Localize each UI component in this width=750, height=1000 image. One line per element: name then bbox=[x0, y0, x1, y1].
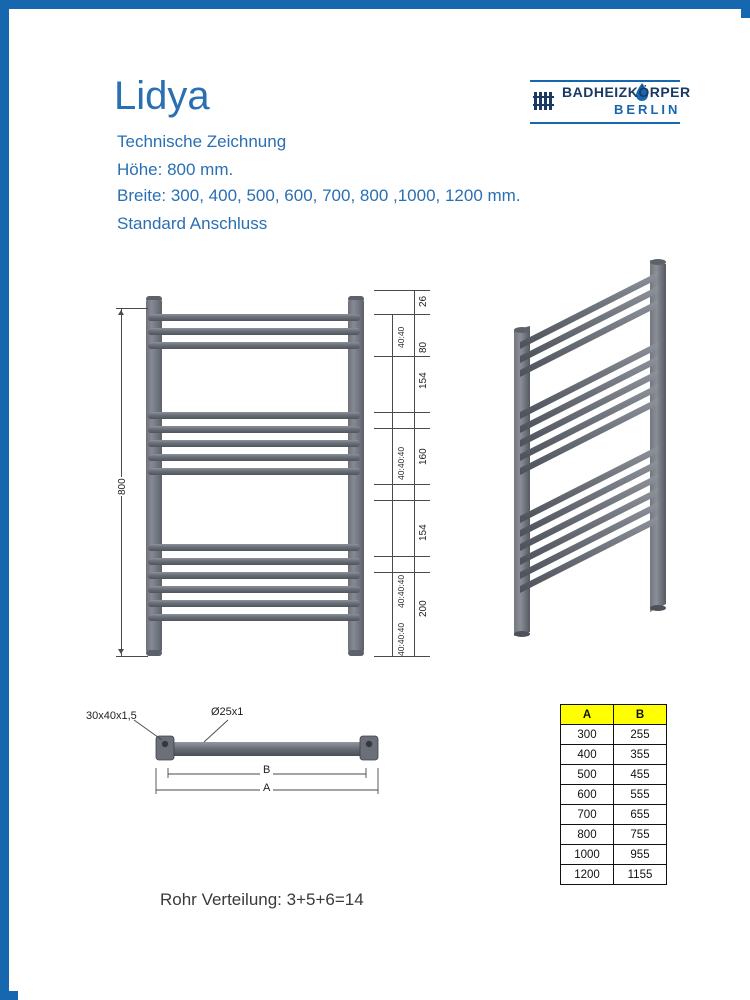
cell-b: 955 bbox=[614, 845, 667, 865]
cell-a: 600 bbox=[561, 785, 614, 805]
footer-note: Rohr Verteilung: 3+5+6=14 bbox=[160, 890, 364, 909]
top-view-section bbox=[78, 698, 408, 818]
cell-b: 1155 bbox=[614, 865, 667, 885]
logo-rule-top bbox=[530, 80, 680, 82]
horizontal-rail bbox=[148, 426, 360, 433]
dim-tick bbox=[374, 484, 430, 485]
dim-tick bbox=[374, 356, 430, 357]
logo-rule-bottom bbox=[530, 122, 680, 124]
horizontal-rail bbox=[148, 342, 360, 349]
table-row bbox=[561, 865, 667, 885]
horizontal-rail bbox=[148, 600, 360, 607]
spec-connection: Standard Anschluss bbox=[117, 214, 268, 233]
front-view-radiator bbox=[136, 300, 374, 652]
dim-tick bbox=[374, 656, 430, 657]
cell-a: 300 bbox=[561, 725, 614, 745]
dim-tick bbox=[374, 412, 430, 413]
page-subtitle: Technische Zeichnung bbox=[117, 132, 287, 151]
cell-b: 455 bbox=[614, 765, 667, 785]
height-dim-arrow-bottom bbox=[118, 649, 124, 654]
horizontal-rail bbox=[148, 614, 360, 621]
size-table bbox=[560, 704, 667, 885]
height-dim-arrow-top bbox=[118, 310, 124, 315]
horizontal-rail bbox=[148, 586, 360, 593]
horizontal-rail bbox=[148, 454, 360, 461]
brand-logo bbox=[530, 80, 691, 124]
horizontal-rail bbox=[148, 558, 360, 565]
height-dim-tick-bottom bbox=[116, 656, 148, 657]
right-dim-main-line bbox=[414, 290, 415, 656]
table-header-row bbox=[561, 705, 667, 725]
perspective-view-radiator bbox=[498, 254, 698, 644]
dim-tick bbox=[374, 572, 430, 573]
table-row bbox=[561, 745, 667, 765]
cell-b: 255 bbox=[614, 725, 667, 745]
post-cap-bottom-right bbox=[348, 650, 364, 656]
horizontal-rail bbox=[148, 544, 360, 551]
dim-label-26: 26 bbox=[418, 295, 429, 307]
table-header-a: A bbox=[561, 705, 614, 725]
dim-tick bbox=[374, 556, 430, 557]
cell-a: 400 bbox=[561, 745, 614, 765]
dim-tick bbox=[374, 290, 430, 291]
table-row bbox=[561, 725, 667, 745]
dim-tick bbox=[374, 500, 430, 501]
dim-a-label: A bbox=[260, 782, 273, 794]
dim-label-group4: 40:40:40 bbox=[396, 622, 406, 656]
dim-tick bbox=[374, 428, 430, 429]
right-dim-secondary-line bbox=[392, 314, 393, 656]
dim-label-154: 154 bbox=[418, 372, 429, 389]
drawing-canvas bbox=[18, 18, 750, 1000]
cell-a: 1000 bbox=[561, 845, 614, 865]
table-row bbox=[561, 785, 667, 805]
dim-label-160: 160 bbox=[418, 448, 429, 465]
table-row bbox=[561, 845, 667, 865]
logo-sub-text: BERLIN bbox=[614, 102, 681, 117]
dim-label-group3: 40:40:40 bbox=[396, 574, 406, 608]
perspective-svg bbox=[498, 254, 698, 644]
page-title: Lidya bbox=[114, 74, 210, 118]
cell-b: 755 bbox=[614, 825, 667, 845]
spec-height: Höhe: 800 mm. bbox=[117, 160, 234, 179]
tube-dim-label: Ø25x1 bbox=[211, 706, 244, 718]
horizontal-rail bbox=[148, 314, 360, 321]
profile-dim-label: 30x40x1,5 bbox=[86, 710, 137, 722]
cell-a: 700 bbox=[561, 805, 614, 825]
height-dim-tick-top bbox=[116, 308, 148, 309]
table-row bbox=[561, 825, 667, 845]
table-row bbox=[561, 765, 667, 785]
dim-label-group1: 40:40 bbox=[396, 326, 406, 348]
cell-a: 800 bbox=[561, 825, 614, 845]
horizontal-rail bbox=[148, 572, 360, 579]
horizontal-rail bbox=[148, 468, 360, 475]
dim-b-label: B bbox=[260, 764, 273, 776]
spec-width: Breite: 300, 400, 500, 600, 700, 800 ,1000, 1200 mm. bbox=[117, 186, 521, 205]
dim-label-154-b: 154 bbox=[418, 524, 429, 541]
logo-main-text: BADHEIZKÖRPER bbox=[562, 84, 691, 100]
post-cap-bottom-left bbox=[146, 650, 162, 656]
cell-b: 655 bbox=[614, 805, 667, 825]
height-dim-label: 800 bbox=[117, 478, 128, 495]
dim-tick bbox=[374, 314, 430, 315]
cell-b: 355 bbox=[614, 745, 667, 765]
horizontal-rail bbox=[148, 328, 360, 335]
cell-a: 500 bbox=[561, 765, 614, 785]
cell-a: 1200 bbox=[561, 865, 614, 885]
dim-label-group2: 40:40:40 bbox=[396, 446, 406, 480]
table-row bbox=[561, 805, 667, 825]
radiator-icon bbox=[532, 88, 558, 114]
dim-label-80: 80 bbox=[418, 341, 429, 353]
table-header-b: B bbox=[614, 705, 667, 725]
horizontal-rail bbox=[148, 412, 360, 419]
horizontal-rail bbox=[148, 440, 360, 447]
cell-b: 555 bbox=[614, 785, 667, 805]
dim-label-200: 200 bbox=[418, 600, 429, 617]
